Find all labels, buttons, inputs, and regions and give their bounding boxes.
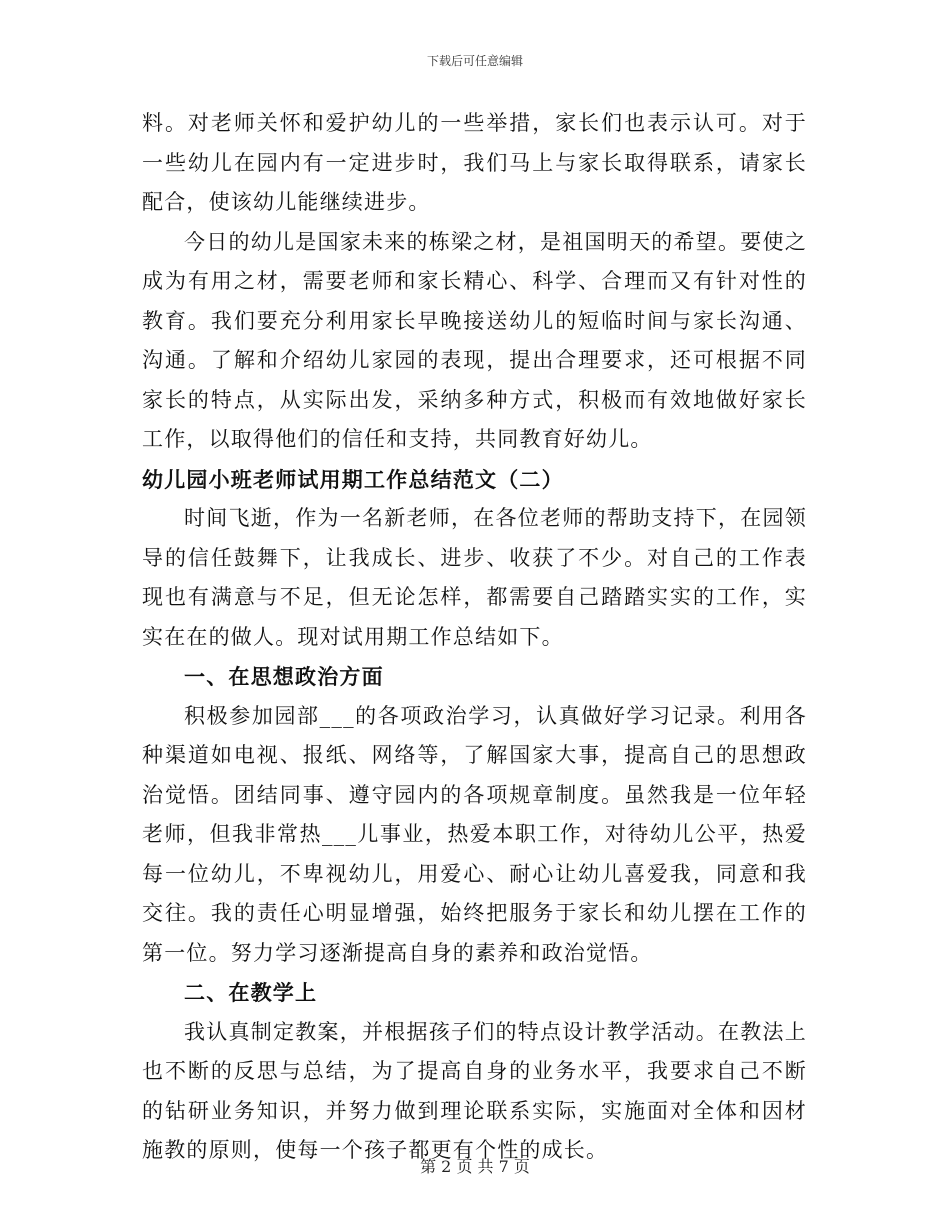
header-note: 下载后可任意编辑 [426, 54, 523, 68]
paragraph: 时间飞逝，作为一名新老师，在各位老师的帮助支持下，在园领导的信任鼓舞下，让我成长、进步、收获了不少。对自己的工作表现也有满意与不足，但无论怎样，都需要自己踏踏实实的工作，实实在在的做人。现对试用期工作总结如下。 [142, 506, 807, 649]
document-body [142, 104, 807, 1171]
paragraph: 积极参加园部___的各项政治学习，认真做好学习记录。利用各种渠道如电视、报纸、网络等，了解国家大事，提高自己的思想政治觉悟。团结同事、遵守园内的各项规章制度。虽然我是一位年轻老师，但我非常热___儿事业，热爱本职工作，对待幼儿公平，热爱每一位幼儿，不卑视幼儿，用爱心、耐心让幼儿喜爱我，同意和我交往。我的责任心明显增强，始终把服务于家长和幼儿摆在工作的第一位。努力学习逐渐提高自身的素养和政治觉悟。 [142, 703, 807, 965]
paragraph: 我认真制定教案，并根据孩子们的特点设计教学活动。在教法上也不断的反思与总结，为了提高自身的业务水平，我要求自己不断的钻研业务知识，并努力做到理论联系实际，实施面对全体和因材施教的原则，使每一个孩子都更有个性的成长。 [142, 1019, 807, 1162]
paragraph: 今日的幼儿是国家未来的栋梁之材，是祖国明天的希望。要使之成为有用之材，需要老师和家长精心、科学、合理而又有针对性的教育。我们要充分利用家长早晚接送幼儿的短临时间与家长沟通、沟通。了解和介绍幼儿家园的表现，提出合理要求，还可根据不同家长的特点，从实际出发，采纳多种方式，积极而有效地做好家长工作，以取得他们的信任和支持，共同教育好幼儿。 [142, 229, 807, 451]
page-number: 第 2 页 共 7 页 [420, 1157, 530, 1176]
section-title: 幼儿园小班老师试用期工作总结范文（二） [142, 466, 564, 492]
paragraph-continuation: 料。对老师关怀和爱护幼儿的一些举措，家长们也表示认可。对于一些幼儿在园内有一定进步时，我们马上与家长取得联系，请家长配合，使该幼儿能继续进步。 [142, 111, 807, 214]
subheading-teaching: 二、在教学上 [184, 980, 318, 1005]
subheading-politics: 一、在思想政治方面 [184, 664, 384, 689]
